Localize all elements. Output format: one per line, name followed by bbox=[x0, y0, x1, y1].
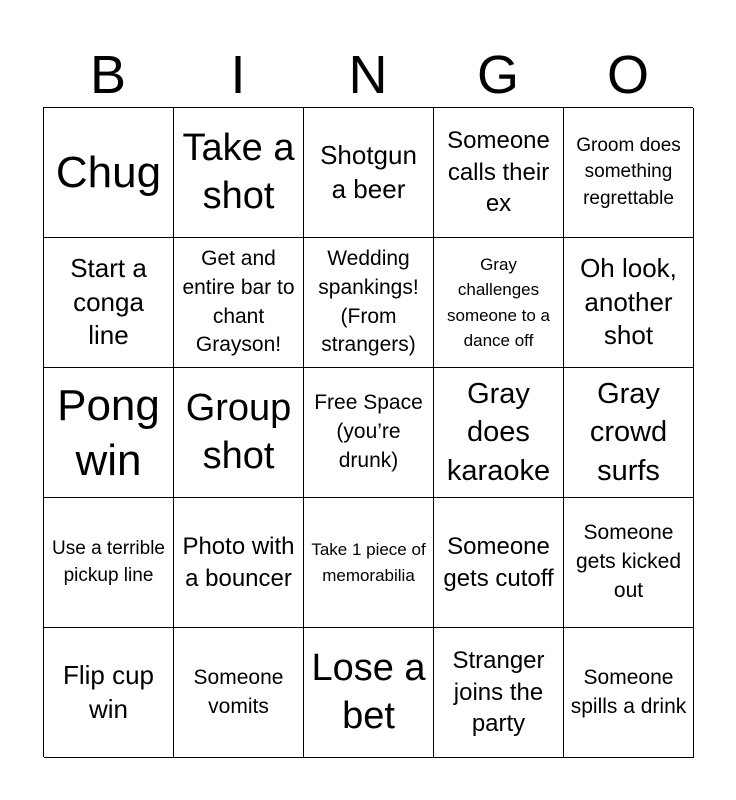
bingo-cell[interactable] bbox=[304, 498, 434, 628]
bingo-cell[interactable] bbox=[44, 498, 174, 628]
bingo-cell[interactable] bbox=[434, 498, 564, 628]
cell-text: Photo with a bouncer bbox=[182, 532, 295, 592]
cell-text: Pong win bbox=[57, 380, 160, 485]
header-letter-n: N bbox=[348, 45, 388, 105]
bingo-cell[interactable] bbox=[44, 628, 174, 758]
cell-text: Stranger joins the party bbox=[452, 646, 545, 738]
cell-text: Someone spills a drink bbox=[570, 665, 687, 718]
cell-text: Wedding spankings! (From strangers) bbox=[318, 246, 419, 357]
cell-text: Someone gets cutoff bbox=[443, 532, 554, 592]
bingo-cell[interactable] bbox=[174, 238, 304, 368]
bingo-cell[interactable] bbox=[434, 628, 564, 758]
bingo-cell[interactable] bbox=[564, 238, 694, 368]
bingo-cell[interactable] bbox=[434, 238, 564, 368]
bingo-cell[interactable] bbox=[434, 368, 564, 498]
cell-text: Take 1 piece of memorabilia bbox=[311, 540, 426, 585]
cell-text: Take a shot bbox=[182, 127, 295, 217]
bingo-header bbox=[43, 44, 693, 106]
header-letter-b: B bbox=[89, 45, 127, 105]
cell-text: Someone gets kicked out bbox=[575, 521, 682, 602]
cell-text: Group shot bbox=[185, 387, 292, 477]
free-space-cell[interactable] bbox=[304, 368, 434, 498]
bingo-cell[interactable] bbox=[564, 628, 694, 758]
cell-text: Shotgun a beer bbox=[320, 139, 417, 204]
header-letter-o: O bbox=[606, 45, 649, 105]
bingo-cell[interactable] bbox=[304, 108, 434, 238]
cell-text: Gray does karaoke bbox=[446, 378, 551, 487]
cell-text: Use a terrible pickup line bbox=[52, 537, 165, 586]
cell-text: Chug bbox=[55, 148, 162, 197]
cell-text: Gray crowd surfs bbox=[589, 378, 668, 487]
bingo-cell[interactable] bbox=[174, 498, 304, 628]
cell-text: Someone vomits bbox=[193, 665, 284, 718]
bingo-cell[interactable] bbox=[434, 108, 564, 238]
bingo-cell[interactable] bbox=[564, 368, 694, 498]
bingo-cell[interactable] bbox=[304, 238, 434, 368]
cell-text: Start a conga line bbox=[70, 252, 147, 351]
bingo-cell[interactable] bbox=[174, 368, 304, 498]
cell-text: Groom does something regrettable bbox=[576, 134, 681, 209]
bingo-grid bbox=[43, 107, 693, 757]
cell-text: Free Space (you’re drunk) bbox=[314, 391, 423, 472]
bingo-cell[interactable] bbox=[564, 498, 694, 628]
cell-text: Oh look, another shot bbox=[580, 252, 677, 351]
bingo-cell[interactable] bbox=[44, 238, 174, 368]
cell-text: Gray challenges someone to a dance off bbox=[446, 254, 550, 350]
header-letter-g: G bbox=[476, 45, 519, 105]
bingo-cell[interactable] bbox=[304, 628, 434, 758]
bingo-cell[interactable] bbox=[44, 368, 174, 498]
bingo-cell[interactable] bbox=[174, 108, 304, 238]
bingo-cell[interactable] bbox=[174, 628, 304, 758]
header-letter-i: I bbox=[230, 45, 246, 105]
bingo-cell[interactable] bbox=[44, 108, 174, 238]
bingo-cell[interactable] bbox=[564, 108, 694, 238]
cell-text: Lose a bet bbox=[311, 647, 426, 737]
cell-text: Flip cup win bbox=[62, 659, 155, 724]
cell-text: Someone calls their ex bbox=[447, 126, 550, 218]
cell-text: Get and entire bar to chant Grayson! bbox=[182, 246, 295, 357]
